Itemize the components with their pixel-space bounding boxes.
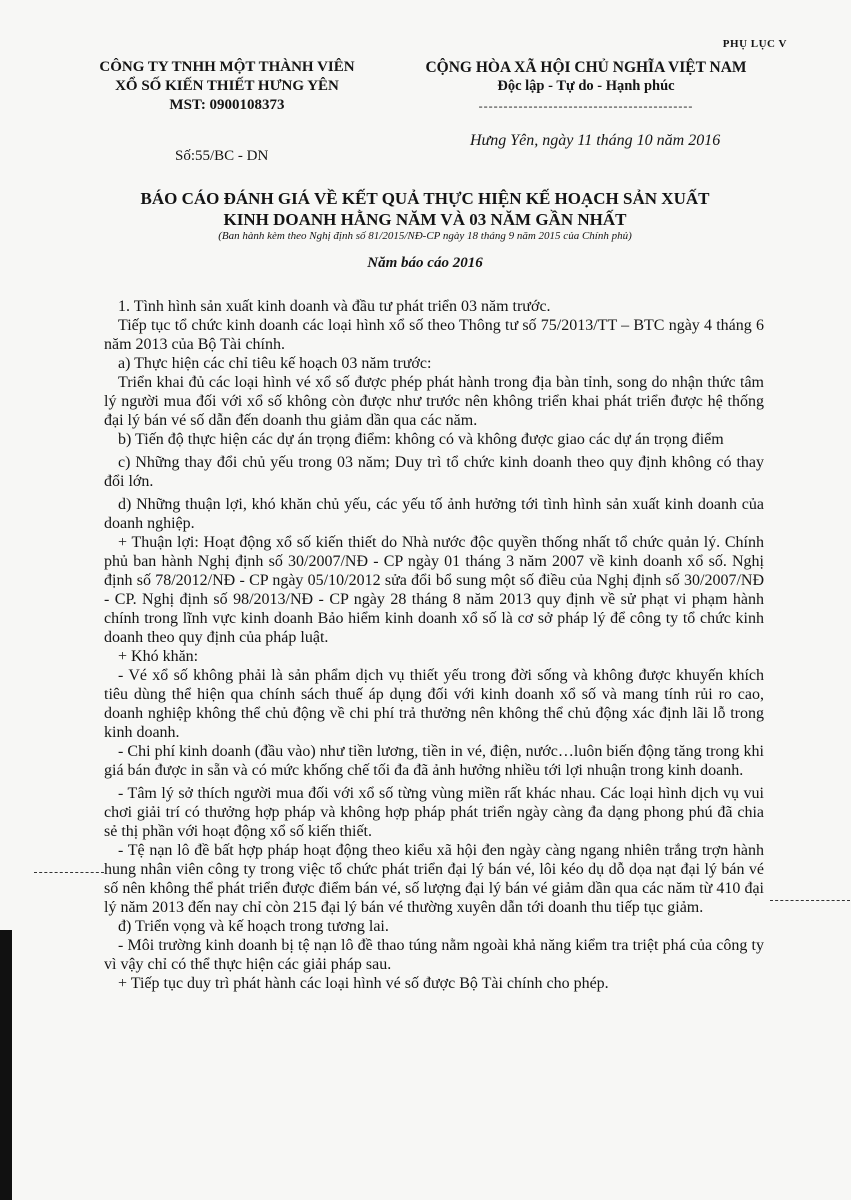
subheading-b: b) Tiến độ thực hiện các dự án trọng điểm: không có và không được giao các dự án trọng điểm [118,431,724,448]
national-header [396,58,776,116]
report-subtitle: (Ban hành kèm theo Nghị định số 81/2015/NĐ-CP ngày 18 tháng 9 năm 2015 của Chính phủ) [218,230,632,242]
paragraph: Tiếp tục tổ chức kinh doanh các loại hình xổ số theo Thông tư số 75/2013/TT – BTC ngày 4 tháng 6 năm 2013 của Bộ Tài chính. [104,317,764,353]
appendix-label: PHỤ LỤC V [722,38,787,50]
organization-header [62,58,392,115]
scan-fold-line [770,900,850,901]
scan-fold-line [34,872,104,873]
paragraph: Triển khai đủ các loại hình vé xổ số được phép phát hành trong địa bàn tỉnh, song do nhận thức tâm lý người mua đối với xổ số không còn được như trước nên không triển khai phát triển được hệ thống đại lý bán vé số dẫn đến doanh thu giảm dần qua các năm. [104,374,764,429]
org-name-line2: XỔ SỐ KIẾN THIẾT HƯNG YÊN [115,78,339,94]
org-name-line1: CÔNG TY TNHH MỘT THÀNH VIÊN [99,59,355,75]
list-item: - Chi phí kinh doanh (đầu vào) như tiền lương, tiền in vé, điện, nước…luôn biến động tăng trong khi giá bán được in sẵn và có mức khống chế tối đa đã ảnh hưởng nhiều tới lợi nhuận trong kinh doanh. [104,743,764,779]
nation-motto: Độc lập - Tự do - Hạnh phúc [497,78,675,94]
report-title [70,188,780,230]
subheading-e: đ) Triển vọng và kế hoạch trong tương lai. [118,918,389,935]
scan-edge-mark [0,930,12,1200]
org-tax-id: MST: 0900108373 [169,97,285,113]
nation-name: CỘNG HÒA XÃ HỘI CHỦ NGHĨA VIỆT NAM [425,59,747,76]
report-title-line2: KINH DOANH HẰNG NĂM VÀ 03 NĂM GẦN NHẤT [223,210,627,229]
list-item: - Môi trường kinh doanh bị tệ nạn lô đề thao túng nằm ngoài khả năng kiểm tra triệt phá của công ty vì vậy chỉ có thể thực hiện các giải pháp sau. [104,937,764,973]
place-date: Hưng Yên, ngày 11 tháng 10 năm 2016 [470,132,721,149]
list-item: + Tiếp tục duy trì phát hành các loại hình vé số được Bộ Tài chính cho phép. [118,975,609,992]
paragraph-advantages: + Thuận lợi: Hoạt động xổ số kiến thiết do Nhà nước độc quyền thống nhất tổ chức quản lý. Chính phủ ban hành Nghị định số 30/2007/NĐ - CP ngày 01 tháng 3 năm 2007 về kinh doanh xổ số. Nghị định số 78/2012/NĐ - CP ngày 05/10/2012 sửa đổi bổ sung một số điều của Nghị định số 30/2007/NĐ - CP. Nghị định số 98/2013/NĐ - CP ngày 28 tháng 8 năm 2013 quy định về sử phạt vi phạm hành chính trong lĩnh vực kinh doanh Bảo hiểm kinh doanh xổ số là cơ sở pháp lý để công ty tổ chức kinh doanh theo quy định của pháp luật. [104,534,764,646]
report-title-line1: BÁO CÁO ĐÁNH GIÁ VỀ KẾT QUẢ THỰC HIỆN KẾ HOẠCH SẢN XUẤT [140,189,710,208]
header-rule: ------------------------------------------- [478,99,694,113]
list-item: - Tâm lý sở thích người mua đối với xổ số từng vùng miền rất khác nhau. Các loại hình dịch vụ vui chơi giải trí có thưởng hợp pháp và không hợp pháp phát triển ngày càng đa dạng phong phú đã chia sẻ thị phần với hoạt động xổ số kiến thiết. [104,785,764,840]
subheading-a: a) Thực hiện các chỉ tiêu kế hoạch 03 năm trước: [118,355,432,372]
document-number: Số:55/BC - DN [175,148,269,164]
list-item: - Tệ nạn lô đề bất hợp pháp hoạt động theo kiểu xã hội đen ngày càng ngang nhiên trắng trợn hành hung nhân viên công ty trong việc tổ chức phát triển đại lý bán vé, lôi kéo dụ dỗ dọa nạt đại lý bán vé số nên không thể phát triển được điểm bán vé, số lượng đại lý bán vé giảm dần qua các năm từ 410 đại lý năm 2013 đến nay chỉ còn 215 đại lý bán vé thường xuyên dẫn tới doanh thu tiếp tục giảm. [104,842,764,916]
report-year: Năm báo cáo 2016 [367,255,483,271]
list-item: - Vé xổ số không phải là sản phẩm dịch vụ thiết yếu trong đời sống và không được khuyến khích tiêu dùng thể hiện qua chính sách thuế áp dụng đối với kinh doanh xổ số và mang tính rủi ro cao, doanh nghiệp không thể chủ động về chi phí trả thưởng nên không thể chủ động xác định lãi lỗ trong kinh doanh. [104,667,764,741]
section-heading-1: 1. Tình hình sản xuất kinh doanh và đầu tư phát triển 03 năm trước. [118,298,551,315]
report-body [104,297,764,993]
subheading-d: d) Những thuận lợi, khó khăn chủ yếu, các yếu tố ảnh hưởng tới tình hình sản xuất kinh doanh của doanh nghiệp. [104,496,764,532]
subheading-difficulties: + Khó khăn: [118,648,199,665]
subheading-c: c) Những thay đổi chủ yếu trong 03 năm; Duy trì tổ chức kinh doanh theo quy định không có thay đổi lớn. [104,454,764,490]
